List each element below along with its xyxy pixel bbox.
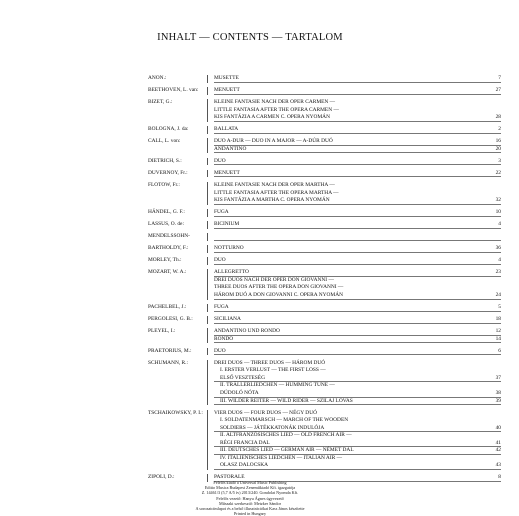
toc-entry xyxy=(148,462,516,470)
column-rule xyxy=(207,75,211,83)
piece-title: THREE DUOS AFTER THE OPERA DON GIOVANNI — xyxy=(214,284,344,291)
column-rule xyxy=(207,304,211,312)
piece-title: BALLATA xyxy=(214,126,239,133)
entry-divider xyxy=(214,164,501,165)
column-rule xyxy=(207,107,211,115)
piece-title: RÉGI FRANCIA DAL xyxy=(220,439,270,446)
page-number: 37 xyxy=(495,374,501,381)
piece-title: HÁROM DUÓ A DON GIOVANNI C. OPERA NYOMÁN xyxy=(214,291,343,298)
entry-divider xyxy=(214,469,501,470)
entry-divider xyxy=(214,152,501,153)
column-rule xyxy=(207,398,211,406)
column-rule xyxy=(207,447,211,455)
page-number: 43 xyxy=(495,462,501,469)
toc-entry xyxy=(148,245,516,253)
toc-entry xyxy=(148,455,516,463)
entry-divider xyxy=(214,121,501,122)
toc-entry xyxy=(148,182,516,190)
column-rule xyxy=(207,360,211,368)
column-rule xyxy=(207,292,211,300)
page-number: 40 xyxy=(495,424,501,431)
publisher-imprint xyxy=(0,480,500,516)
piece-title: KLEINE FANTASIE NACH DER OPER MARTHA — xyxy=(214,181,335,188)
imprint-line: Editio Musica Budapest Zeneműkiadó Kft. igazgatója xyxy=(204,485,296,491)
column-rule xyxy=(207,336,211,344)
composer-name: FLOTOW, Fr.: xyxy=(148,181,180,188)
entry-divider xyxy=(214,204,501,205)
entry-divider xyxy=(214,228,501,229)
piece-title: I. SOLDATENMARSCH — MARCH OF THE WOODEN xyxy=(220,417,349,424)
page-number: 16 xyxy=(495,138,501,145)
page-number: 10 xyxy=(495,209,501,216)
piece-title: KIS FANTÁZIA A CARMEN C. OPERA NYOMÁN xyxy=(214,114,330,121)
page-title: INHALT — CONTENTS — TARTALOM xyxy=(157,32,343,43)
column-rule xyxy=(207,425,211,433)
toc-entry xyxy=(148,126,516,134)
piece-title: DUO xyxy=(214,347,226,354)
piece-title: MENUETT xyxy=(214,169,240,176)
piece-title: SOLDIERS — JÁTÉKKATONÁK INDULÓJA xyxy=(220,424,325,431)
column-rule xyxy=(207,138,211,146)
toc-entry xyxy=(148,158,516,166)
entry-divider xyxy=(214,342,501,343)
page-number: 5 xyxy=(498,304,501,311)
toc-entry xyxy=(148,398,516,406)
composer-name: ANON.: xyxy=(148,75,167,81)
toc-entry xyxy=(148,284,516,292)
page-number: 18 xyxy=(495,316,501,323)
entry-divider xyxy=(214,404,501,405)
entry-divider xyxy=(214,354,501,355)
column-rule xyxy=(207,410,211,418)
page-number: 4 xyxy=(498,257,501,264)
toc-entry xyxy=(148,257,516,265)
column-rule xyxy=(207,245,211,253)
piece-title: KLEINE FANTASIE NACH DER OPER CARMEN — xyxy=(214,99,336,106)
column-rule xyxy=(207,462,211,470)
entry-divider xyxy=(214,216,501,217)
entry-divider xyxy=(214,323,501,324)
composer-name: MOZART, W. A.: xyxy=(148,269,187,276)
column-rule xyxy=(207,440,211,448)
entry-divider xyxy=(214,264,501,265)
imprint-line: Z. 14461/3 (5,7 A/5 ív) 2013/240. Gondolat Nyomda Kft. xyxy=(201,490,299,496)
imprint-line: Printed in Hungary xyxy=(233,511,267,516)
composer-name: DUVERNOY, Fr.: xyxy=(148,169,188,176)
column-rule xyxy=(207,316,211,324)
toc-entry xyxy=(148,87,516,95)
entry-divider xyxy=(214,252,501,253)
composer-name: BEETHOVEN, L. van: xyxy=(148,87,199,94)
imprint-line: Műszaki szerkesztő: Metzker Sándor xyxy=(219,500,281,506)
piece-title: DREI DUOS — THREE DUOS — HÁROM DUÓ xyxy=(214,359,326,366)
toc-entry xyxy=(148,233,516,241)
column-rule xyxy=(207,277,211,285)
toc-entry xyxy=(148,277,516,285)
imprint-line: Felelős kiadó a Universal Music Publishing xyxy=(213,480,287,485)
page-number: 32 xyxy=(495,197,501,204)
column-rule xyxy=(207,233,211,241)
toc-entry xyxy=(148,417,516,425)
piece-title: III. DEUTSCHES LIED — GERMAN AIR — NÉMET DAL xyxy=(220,447,354,454)
page-number: 36 xyxy=(495,245,501,252)
piece-title: II. TRÄLLERLIEDCHEN — HUMMING TUNE — xyxy=(220,382,335,389)
toc-entry xyxy=(148,367,516,375)
entry-divider xyxy=(214,176,501,177)
toc-entry xyxy=(148,138,516,146)
composer-name: MENDELSSOHN- xyxy=(148,233,190,240)
piece-title: NOTTURNO xyxy=(214,245,244,252)
composer-name: ZIPOLI, D.: xyxy=(148,474,175,481)
piece-title: III. WILDER REITER — WILD RIDER — SZILAJ LOVAS xyxy=(220,397,353,404)
column-rule xyxy=(207,209,211,217)
column-rule xyxy=(207,390,211,398)
toc-entry xyxy=(148,360,516,368)
column-rule xyxy=(207,182,211,190)
entry-divider xyxy=(214,94,501,95)
table-of-contents xyxy=(148,75,516,482)
composer-name: SCHUMANN, R.: xyxy=(148,359,188,366)
piece-title: ELSŐ VESZTESÉG xyxy=(220,374,265,381)
piece-title: BICINIUM xyxy=(214,221,240,228)
piece-title: KIS FANTÁZIA A MARTHA C. OPERA NYOMÁN xyxy=(214,197,330,204)
composer-name: BOLOGNA, J. da: xyxy=(148,126,189,133)
column-rule xyxy=(207,417,211,425)
toc-entry xyxy=(148,269,516,277)
column-rule xyxy=(207,269,211,277)
page-number: 14 xyxy=(495,335,501,342)
piece-title: LITTLE FANTASIA AFTER THE OPERA CARMEN — xyxy=(214,106,339,113)
page-number: 28 xyxy=(495,114,501,121)
column-rule xyxy=(207,455,211,463)
toc-entry xyxy=(148,432,516,440)
toc-entry xyxy=(148,447,516,455)
column-rule xyxy=(207,197,211,205)
toc-entry xyxy=(148,410,516,418)
toc-entry xyxy=(148,209,516,217)
entry-divider xyxy=(214,299,501,300)
page-number: 27 xyxy=(495,87,501,94)
piece-title: DREI DUOS NACH DER OPER DON GIOVANNI — xyxy=(214,276,334,283)
piece-title: DUO A-DUR — DUO IN A MAJOR — A-DÚR DUÓ xyxy=(214,138,333,145)
entry-divider xyxy=(214,133,501,134)
toc-entry xyxy=(148,316,516,324)
composer-name: PLEYEL, I.: xyxy=(148,328,176,335)
toc-entry xyxy=(148,390,516,398)
composer-name: BARTHOLDY, F.: xyxy=(148,245,189,252)
toc-entry xyxy=(148,328,516,336)
composer-name: HÄNDEL, G. F.: xyxy=(148,209,185,216)
column-rule xyxy=(207,284,211,292)
column-rule xyxy=(207,114,211,122)
toc-entry xyxy=(148,304,516,312)
page-number: 7 xyxy=(498,75,501,81)
piece-title: ANDANTINO xyxy=(214,145,247,152)
column-rule xyxy=(207,367,211,375)
toc-entry xyxy=(148,75,516,83)
toc-entry xyxy=(148,99,516,107)
page-number: 23 xyxy=(495,269,501,276)
toc-entry xyxy=(148,190,516,198)
toc-entry xyxy=(148,221,516,229)
column-rule xyxy=(207,170,211,178)
column-rule xyxy=(207,382,211,390)
page-number: 39 xyxy=(495,397,501,404)
piece-title: DÚDOLÓ NÓTA xyxy=(220,389,259,396)
page-number: 41 xyxy=(495,439,501,446)
imprint-line: A sorozatcímlapot és a belső illusztrációkat Kass János készítette xyxy=(195,506,305,512)
column-rule xyxy=(207,328,211,336)
entry-divider xyxy=(214,311,501,312)
piece-title: VIER DUOS — FOUR DUOS — NÉGY DUÓ xyxy=(214,409,317,416)
composer-name: MORLEY, Th.: xyxy=(148,257,182,264)
page-number: 20 xyxy=(495,145,501,152)
entry-divider xyxy=(214,240,501,241)
piece-title: FUGA xyxy=(214,209,229,216)
composer-name: CALL, L. von: xyxy=(148,138,181,145)
toc-entry xyxy=(148,382,516,390)
piece-title: ALLEGRETTO xyxy=(214,269,249,276)
piece-title: SICILIANA xyxy=(214,316,241,323)
toc-entry xyxy=(148,336,516,344)
page-number: 4 xyxy=(498,221,501,228)
composer-name: PRAETORIUS, M.: xyxy=(148,347,192,354)
toc-entry xyxy=(148,114,516,122)
piece-title: IV. ITALIENISCHES LIEDCHEN — ITALIAN AIR — xyxy=(220,454,342,461)
piece-title: MUSETTE xyxy=(214,75,239,81)
composer-name: PERGOLESI, G. B.: xyxy=(148,316,193,323)
toc-entry xyxy=(148,107,516,115)
entry-divider xyxy=(214,82,501,83)
toc-entry xyxy=(148,170,516,178)
column-rule xyxy=(207,375,211,383)
page-number: 2 xyxy=(498,126,501,133)
composer-name: PACHELBEL, J.: xyxy=(148,304,187,311)
imprint-line: Felelős vezető: Hanyu Ágnes ügyvezető xyxy=(216,495,284,501)
composer-name: TSCHAIKOWSKY, P. I.: xyxy=(148,409,203,416)
page-number: 24 xyxy=(495,291,501,298)
column-rule xyxy=(207,221,211,229)
piece-title: RONDO xyxy=(214,335,234,342)
piece-title: I. ERSTER VERLUST — THE FIRST LOSS — xyxy=(220,367,326,374)
column-rule xyxy=(207,348,211,356)
piece-title: PASTORALE xyxy=(214,474,245,481)
piece-title: LITTLE FANTASIA AFTER THE OPERA MARTHA — xyxy=(214,189,339,196)
column-rule xyxy=(207,126,211,134)
page-number: 12 xyxy=(495,328,501,335)
page-number: 8 xyxy=(498,474,501,481)
column-rule xyxy=(207,146,211,154)
piece-title: ANDANTINO UND RONDO xyxy=(214,328,280,335)
piece-title: II. ALTFRANZÖSISCHES LIED — OLD FRENCH AIR — xyxy=(220,432,352,439)
column-rule xyxy=(207,87,211,95)
column-rule xyxy=(207,432,211,440)
piece-title: FUGA xyxy=(214,304,229,311)
toc-entry xyxy=(148,348,516,356)
column-rule xyxy=(207,257,211,265)
piece-title: DUO xyxy=(214,257,226,264)
column-rule xyxy=(207,99,211,107)
page-number: 38 xyxy=(495,389,501,396)
page-number: 42 xyxy=(495,447,501,454)
piece-title: DUO xyxy=(214,157,226,164)
page-number: 6 xyxy=(498,347,501,354)
page-number: 3 xyxy=(498,157,501,164)
toc-entry xyxy=(148,146,516,154)
composer-name: DIETRICH, S.: xyxy=(148,157,182,164)
composer-name: BIZET, G.: xyxy=(148,99,173,106)
page-number: 22 xyxy=(495,169,501,176)
column-rule xyxy=(207,158,211,166)
composer-name: LASSUS, O. de: xyxy=(148,221,184,228)
column-rule xyxy=(207,190,211,198)
toc-entry xyxy=(148,292,516,300)
piece-title: MENUETT xyxy=(214,87,240,94)
toc-entry xyxy=(148,197,516,205)
piece-title: OLASZ DALOCSKA xyxy=(220,462,269,469)
